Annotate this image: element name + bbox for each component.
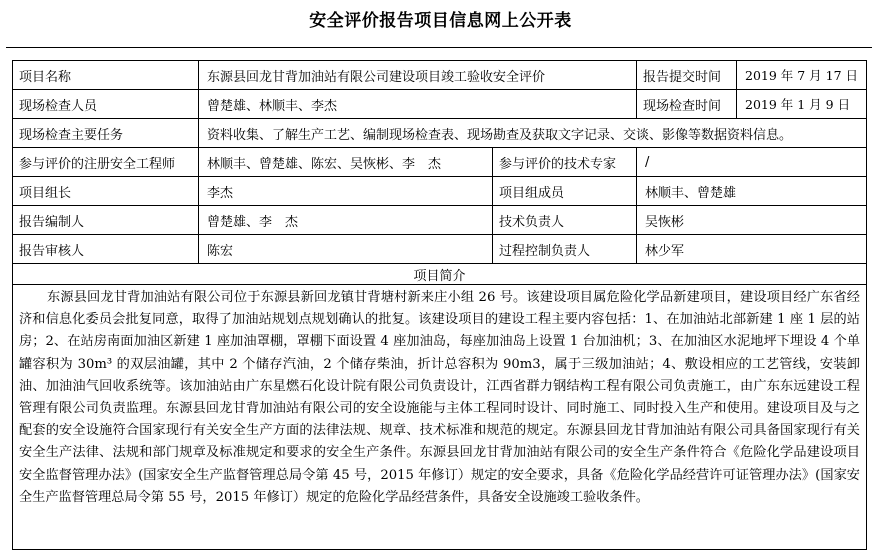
- info-table: [12, 60, 867, 550]
- tech-lead-value: 吴恢彬: [637, 206, 867, 235]
- row-label: 项目组成员: [493, 177, 637, 206]
- members-value: 林顺丰、曾楚雄: [637, 177, 867, 206]
- row-label: 现场检查人员: [13, 90, 199, 119]
- table-row: [13, 177, 867, 206]
- inspectors-value: 曾楚雄、林顺丰、李杰: [199, 90, 637, 119]
- tasks-value: 资料收集、了解生产工艺、编制现场检查表、现场勘查及获取文字记录、交谈、影像等数据资料信息。: [199, 119, 867, 148]
- row-label: 参与评价的注册安全工程师: [13, 148, 199, 177]
- row-label: 报告编制人: [13, 206, 199, 235]
- row-label: 现场检查时间: [637, 90, 737, 119]
- table-row: [13, 61, 867, 90]
- table-row: [13, 235, 867, 264]
- submit-date-value: 2019 年 7 月 17 日: [737, 61, 867, 90]
- row-label: 现场检查主要任务: [13, 119, 199, 148]
- intro-text: 东源县回龙甘背加油站有限公司位于东源县新回龙镇甘背塘村新来庄小组 26 号。该建设项目属危险化学品新建项目，建设项目经广东省经济和信息化委员会批复同意，取得了加油站规划点规划确认的批复。该建设项目的建设工程主要内容包括：1、在加油站北部新建 1 座 1 层的站房；2、在站房南面加油区新建 1 座加油罩棚，罩棚下面设置 4 座加油岛，每座加油岛上设置 1 台加油机；3、在加油区水泥地坪下埋设 4 个单罐容积为 30m³ 的双层油罐，其中 2 个储存汽油，2 个储存柴油，折计总容积为 90m3，属于三级加油站；4、敷设相应的工艺管线，安装卸油、加油油气回收系统等。该加油站由广东星燃石化设计院有限公司负责设计，江西省群力钢结构工程有限公司负责施工，由广东东远建设工程管理有限公司负责监理。东源县回龙甘背加油站有限公司的安全设施能与主体工程同时设计、同时施工、同时投入生产和使用。建设项目及与之配套的安全设施符合国家现行有关安全生产方面的法律法规、规章、技术标准和规范的规定。东源县回龙甘背加油站有限公司具备国家现行有关安全生产法律、法规和部门规章及标准规定和要求的安全生产条件。东源县回龙甘背加油站有限公司的安全生产条件符合《危险化学品建设项目安全监督管理办法》(国家安全生产监督管理总局令第 45 号，2015 年修订）规定的安全要求，具备《危险化学品经营许可证管理办法》(国家安全生产监督管理总局令第 55 号，2015 年修订）规定的危险化学品经营条件，具备安全设施竣工验收条件。: [13, 285, 867, 550]
- project-name-value: 东源县回龙甘背加油站有限公司建设项目竣工验收安全评价: [199, 61, 637, 90]
- table-row: [13, 90, 867, 119]
- row-label: 项目名称: [13, 61, 199, 90]
- table-row: [13, 206, 867, 235]
- reviewer-value: 陈宏: [199, 235, 493, 264]
- author-value: 曾楚雄、李 杰: [199, 206, 493, 235]
- table-row: [13, 119, 867, 148]
- engineers-value: 林顺丰、曾楚雄、陈宏、吴恢彬、李 杰: [199, 148, 493, 177]
- table-row: [13, 285, 867, 550]
- table-row: [13, 264, 867, 285]
- row-label: 过程控制负责人: [493, 235, 637, 264]
- row-label: 技术负责人: [493, 206, 637, 235]
- table-row: [13, 148, 867, 177]
- experts-value: /: [637, 148, 867, 177]
- inspection-date-value: 2019 年 1 月 9 日: [737, 90, 867, 119]
- row-label: 参与评价的技术专家: [493, 148, 637, 177]
- intro-header: 项目简介: [13, 264, 867, 285]
- leader-value: 李杰: [199, 177, 493, 206]
- row-label: 报告提交时间: [637, 61, 737, 90]
- row-label: 报告审核人: [13, 235, 199, 264]
- row-label: 项目组长: [13, 177, 199, 206]
- process-control-value: 林少军: [637, 235, 867, 264]
- page-title: 安全评价报告项目信息网上公开表: [309, 11, 572, 31]
